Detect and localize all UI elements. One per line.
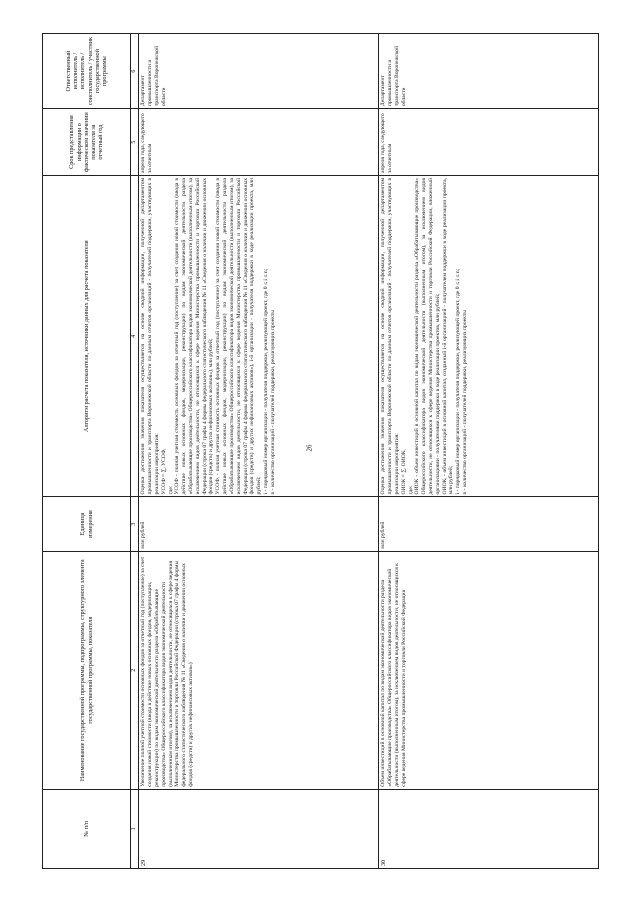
algorithm-line: ОИОКᵢ - объем инвестиций в основной капитал, созданный i-й организацией - получателем поддержки в ходе реализации проекта, млн рублей; (441, 177, 455, 495)
algorithm-line: n - количество организаций - получателей поддержки, реализующих проекты (462, 309, 469, 495)
column-number: 5 (131, 109, 139, 176)
row-number: 29 (139, 789, 379, 868)
header-cell: Ответственный исполнитель / исполнитель / соисполнитель / участник государственной программы (43, 34, 131, 109)
header-cell: Алгоритм расчета показателя, источники данных для расчета показателя (43, 175, 131, 496)
algorithm-formula: ОИОК = ∑ᵢ ОИОКᵢ (400, 449, 407, 495)
table-row (379, 34, 599, 869)
unit-cell: млн рублей (379, 497, 599, 551)
algorithm-cell (139, 175, 379, 496)
header-cell: Единица измерения (43, 497, 131, 551)
unit-cell: млн рублей (139, 497, 379, 551)
column-number: 1 (131, 789, 139, 868)
algorithm-line: где: (407, 485, 414, 495)
algorithm-line: Оценка достижения значения показателя осуществляется на основе сводной информации, полученной департаментом промышленности и транспорта Воронежской области по данным отчетов организаций - получателей поддержки, участвующих в реализации мероприятия: (380, 177, 400, 495)
indicator-name: Увеличение полной учетной стоимости основных фондов за отчетный год (поступление) за счет создания новой стоимости (ввода в действие новых основных фондов, модернизации, реконструкции) по видам экономической деятельности раздела «Обрабатывающие производства» Общероссийского классификатора видов экономической деятельности (выполненным итогом), за исключением видов деятельности, не относящихся к сфере ведения Министерства промышленности и торговли Российской Федерации (строка 07 графы 4 формы федерального статистического наблюдения № 11 «Сведения о наличии и движении основных фондов (средств) и других нефинансовых активов») (139, 551, 379, 789)
table-header-row (43, 34, 131, 869)
algorithm-line: УСОФ - полная учетная стоимость основных фондов за отчетный год (поступление) за счет создания новой стоимости (ввода в действие новых основных фондов, модернизации, реконструкции) по видам экономической деятельности раздела «Обрабатывающие производства» Общероссийского классификатора видов экономической деятельности (выполненным итогом), за исключением видов деятельности, не относящихся к сфере ведения Министерства промышленности и торговли Российской Федерации (строка 07 графы 4 формы федерального статистического наблюдения № 11 «Сведения о наличии и движении основных фондов (средств) и других нефинансовых активов»), млн рублей; (174, 177, 215, 495)
responsible-cell: Департамент промышленности и транспорта Воронежской области (379, 34, 599, 109)
row-number: 30 (379, 789, 599, 868)
indicator-table-sheet (42, 33, 598, 869)
indicator-name: Объем инвестиций в основной капитал по видам экономической деятельности раздела «Обрабатывающие производства» Общероссийского классификатора видов экономической деятельности (выполненным итогом), за исключением видов деятельности, не относящихся к сфере ведения Министерства промышленности и торговли Российской Федерации (379, 551, 599, 789)
algorithm-line: Оценка достижения значения показателя осуществляется на основе сводной информации, полученной департаментом промышленности и транспорта Воронежской области по данным отчетов организаций - получателей поддержки, участвующих в реализации мероприятия: (140, 177, 160, 495)
algorithm-line: ОИОК - объем инвестиций в основной капитал по видам экономической деятельности раздела «Обрабатывающие производства» Общероссийского классификатора видов экономической деятельности (выполненным итогом), за исключением видов деятельности, не относящихся к сфере ведения Министерства промышленности и торговли Российской Федерации, вложенный организациями - получателями поддержки в ходе реализации проектов, млн рублей; (414, 177, 441, 495)
deadline-cell: апреля года, следующего за отчетным (379, 109, 599, 176)
algorithm-formula: УСОФ = ∑ᵢ УСОФᵢ (160, 448, 167, 495)
deadline-cell: апреля года, следующего за отчетным (139, 109, 379, 176)
algorithm-line: i - порядковый номер организации - получателя поддержки, реализующей проект, где 0 ≤ i ≤ n; (455, 268, 462, 495)
responsible-cell: Департамент промышленности и транспорта Воронежской области (139, 34, 379, 109)
column-number: 2 (131, 551, 139, 789)
header-cell: № п/п (43, 789, 131, 868)
table-row (139, 34, 379, 869)
page-number: 26 (305, 444, 314, 452)
algorithm-line: n - количество организаций - получателей поддержки, реализующих проекты (269, 309, 276, 495)
column-number: 6 (131, 34, 139, 109)
algorithm-line: где: (167, 485, 174, 495)
algorithm-line: УСОФᵢ - полная учетная стоимость основных фондов за отчетный год (поступление) за счет создания новой стоимости (ввода в действие новых основных фондов, модернизации, реконструкции) по видам экономической деятельности раздела «Обрабатывающие производства» Общероссийского классификатора видов экономической деятельности (выполненным итогом), за исключением видов деятельности, не относящихся к сфере ведения Министерства промышленности и торговли Российской Федерации (строка 07 графы 4 формы федерального статистического наблюдения № 11 «Сведения о наличии и движении основных фондов (средств) и других нефинансовых активов»), i-й организации - получателя поддержки в ходе реализации проекта, млн рублей; (215, 177, 263, 495)
algorithm-line: i - порядковый номер организации - получателя поддержки, реализующей проект, где 0 ≤ i ≤ n; (262, 268, 269, 495)
column-number: 4 (131, 175, 139, 496)
header-cell: Наименование государственной программы, подпрограммы, структурного элемента государственной программы, показателя (43, 551, 131, 789)
column-number-row (131, 34, 139, 869)
header-cell: Срок представления информации о фактическом значении показателя за отчетный год (43, 109, 131, 176)
column-number: 3 (131, 497, 139, 551)
indicator-table (42, 33, 599, 869)
algorithm-cell (379, 175, 599, 496)
